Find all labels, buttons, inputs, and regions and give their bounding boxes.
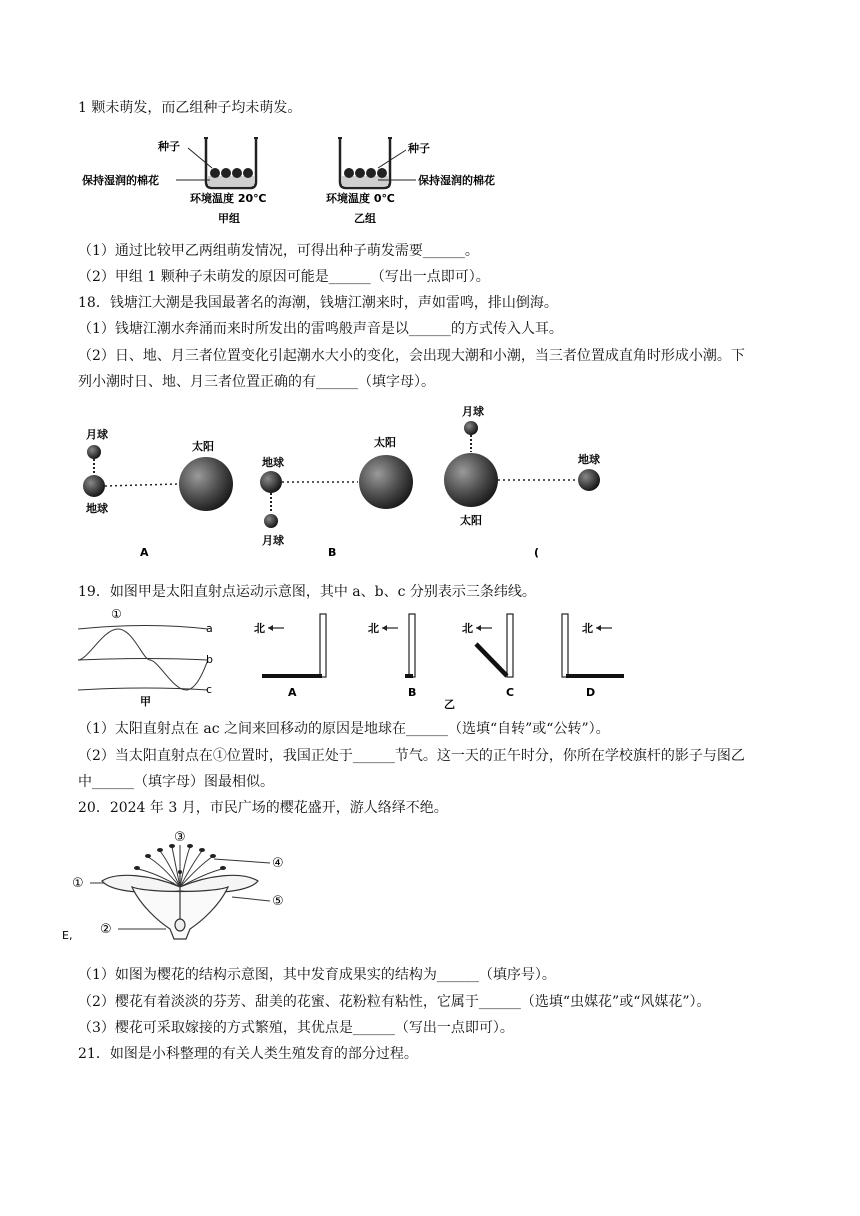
tide-option-a: [83, 427, 233, 559]
text-line: 21．如图是小科整理的有关人类生殖发育的部分过程。: [78, 1046, 418, 1062]
text-line: （1）通过比较甲乙两组萌发情况，可得出种子萌发需要______。: [78, 243, 479, 259]
structure-1-label: ①: [72, 876, 84, 891]
text-line: （1）太阳直射点在 ac 之间来回移动的原因是地球在______（选填“自转”或“公转”）。: [78, 721, 610, 737]
moon-label: 月球: [86, 428, 108, 441]
figure-jia: [78, 607, 213, 708]
option-label-d: D: [586, 686, 596, 699]
cherry-blossom-structure-figure: [62, 825, 302, 955]
tide-option-c: [444, 404, 600, 559]
text-line: （3）樱花可采取嫁接的方式繁殖，其优点是______（写出一点即可）。: [78, 1020, 514, 1036]
structure-4-label: ④: [272, 856, 284, 871]
option-label-b: B: [408, 686, 417, 699]
seed-label-b: 种子: [408, 142, 430, 155]
figure-yi-label: 乙: [444, 698, 455, 710]
tide-option-b: [260, 435, 413, 559]
shadow-option-c: [462, 614, 514, 699]
figure-jia-label: 甲: [140, 695, 151, 708]
moon-label: 月球: [462, 405, 484, 418]
text-line: 1 颗未萌发，而乙组种子均未萌发。: [78, 100, 302, 116]
beaker-group-a: [82, 138, 266, 225]
beaker-group-b: [326, 138, 495, 225]
point-1-label: ①: [111, 607, 122, 621]
text-line: 18．钱塘江大潮是我国最著名的海潮，钱塘江潮来时，声如雷鸣，排山倒海。: [78, 295, 558, 311]
text-line: （2）当太阳直射点在①位置时，我国正处于______节气。这一天的正午时分，你所在学校旗杆的影子与图乙: [78, 748, 745, 764]
sun-label: 太阳: [192, 440, 214, 453]
group-label-b: 乙组: [354, 212, 376, 225]
shadow-option-d: [562, 614, 624, 699]
temp-label-a: 环境温度 20℃: [190, 192, 267, 205]
shadow-option-a: [254, 614, 326, 699]
option-label-c: (: [534, 546, 540, 559]
moon-label: 月球: [262, 534, 284, 547]
earth-label: 地球: [262, 456, 284, 469]
solar-direct-point-figure: [78, 604, 638, 710]
option-label-b: B: [328, 546, 337, 559]
group-label-a: 甲组: [218, 212, 240, 225]
sun-label: 太阳: [374, 436, 396, 449]
text-line: 19．如图甲是太阳直射点运动示意图，其中 a、b、c 分别表示三条纬线。: [78, 584, 536, 600]
earth-label: 地球: [86, 502, 108, 515]
cotton-label-b: 保持湿润的棉花: [418, 174, 495, 187]
north-label: 北: [254, 622, 265, 635]
text-line: （1）钱塘江潮水奔涌而来时所发出的雷鸣般声音是以______的方式传入人耳。: [78, 321, 563, 337]
latitude-b-label: b: [206, 653, 213, 666]
sun-earth-moon-figure: [78, 400, 618, 565]
latitude-c-label: c: [206, 683, 213, 696]
stray-mark: E,: [62, 929, 73, 942]
text-line: 列小潮时日、地、月三者位置正确的有______（填字母）。: [78, 374, 435, 390]
structure-5-label: ⑤: [272, 894, 284, 909]
text-line: 中______（填字母）图最相似。: [78, 774, 274, 790]
structure-3-label: ③: [174, 830, 186, 845]
seed-label-a: 种子: [158, 140, 180, 153]
latitude-a-label: a: [206, 622, 213, 635]
text-line: （2）甲组 1 颗种子未萌发的原因可能是______（写出一点即可）。: [78, 269, 490, 285]
option-label-a: A: [288, 686, 297, 699]
option-label-a: A: [140, 546, 149, 559]
sun-label: 太阳: [460, 514, 482, 527]
north-label: 北: [582, 622, 593, 635]
seed-germination-figure: [78, 130, 518, 230]
text-line: （1）如图为樱花的结构示意图，其中发育成果实的结构为______（填序号）。: [78, 967, 556, 983]
north-label: 北: [368, 622, 379, 635]
temp-label-b: 环境温度 0℃: [326, 192, 395, 205]
text-line: 20．2024 年 3 月，市民广场的樱花盛开，游人络绎不绝。: [78, 800, 448, 816]
option-label-c: C: [506, 686, 515, 699]
text-line: （2）日、地、月三者位置变化引起潮水大小的变化，会出现大潮和小潮，当三者位置成直角时形成小潮。下: [78, 348, 745, 364]
cotton-label-a: 保持湿润的棉花: [82, 174, 159, 187]
shadow-option-b: [368, 614, 416, 699]
structure-2-label: ②: [100, 922, 112, 937]
earth-label: 地球: [578, 453, 600, 466]
north-label: 北: [462, 622, 473, 635]
text-line: （2）樱花有着淡淡的芬芳、甜美的花蜜、花粉粒有粘性，它属于______（选填“虫媒花”或“风媒花”）。: [78, 994, 711, 1010]
